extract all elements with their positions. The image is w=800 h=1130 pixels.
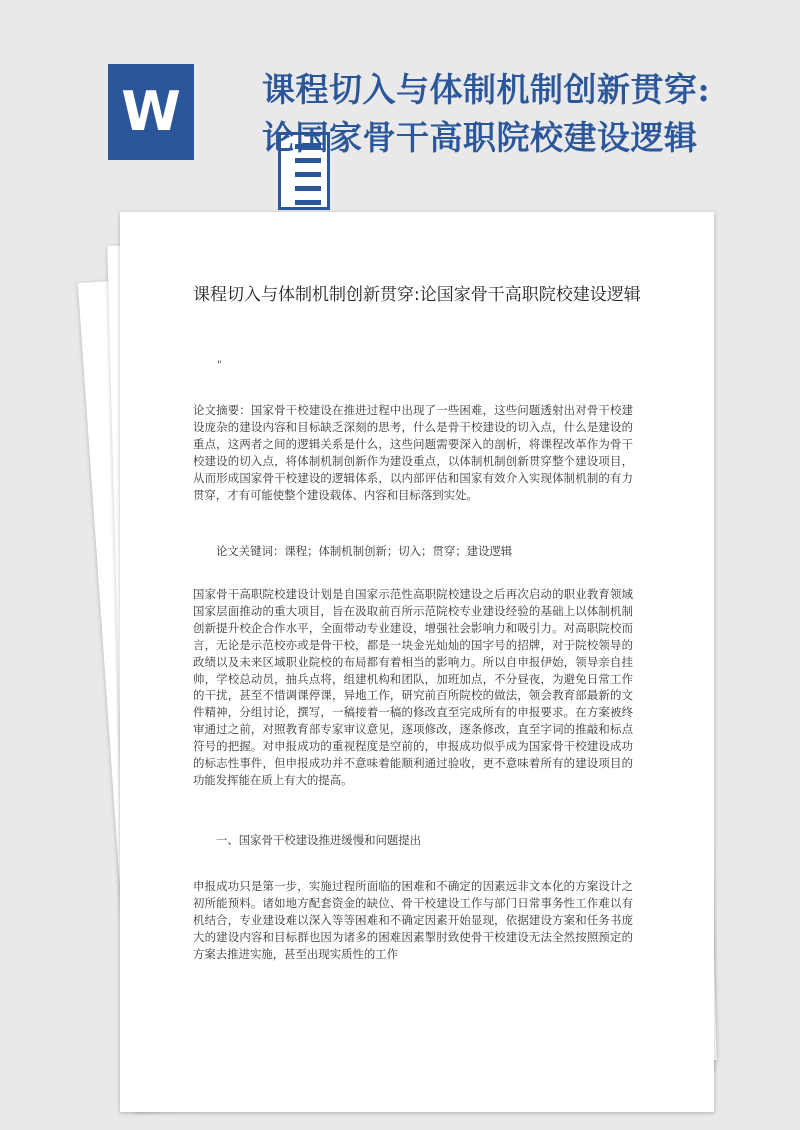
- abstract-paragraph: 论文摘要：国家骨干校建设在推进过程中出现了一些困难，这些问题透射出对骨干校建设庞杂的建设内容和目标缺乏深刻的思考，什么是骨干校建设的切入点，什么是建设的重点，这两者之间的逻辑关系是什么，这些问题需要深入的剖析，将课程改革作为骨干校建设的切入点，将体制机制创新作为建设重点，以体制机制创新贯穿整个建设项目，从而形成国家骨干校建设的逻辑体系，以内部评估和国家有效介入实现体制机制的有力贯穿，才有可能使整个建设载体、内容和目标落到实处。: [193, 403, 633, 502]
- body-paragraph-2: 申报成功只是第一步，实施过程所面临的困难和不确定的因素远非文本化的方案设计之初所能预料。诸如地方配套资金的缺位、骨干校建设工作与部门日常事务性工作难以有机结合，专业建设难以深入等等困难和不确定因素开始显现，依据建设方案和任务书庞大的建设内容和目标群也因为诸多的困难因素掣肘致使骨干校建设无法全然按照预定的方案去推进实施，甚至出现实质性的工作: [193, 879, 633, 961]
- document-title: 课程切入与体制机制创新贯穿:论国家骨干高职院校建设逻辑: [193, 285, 641, 305]
- banner-title: 课程切入与体制机制创新贯穿:论国家骨干高职院校建设逻辑: [262, 70, 711, 157]
- word-letter-badge: W: [108, 64, 194, 160]
- keywords-line: 论文关键词：课程；体制机制创新；切入；贯穿；建设逻辑: [216, 544, 513, 558]
- section-heading: 一、国家骨干校建设推进缓慢和问题提出: [216, 833, 422, 847]
- body-paragraph-1: 国家骨干高职院校建设计划是自国家示范性高职院校建设之后再次启动的职业教育领域国家层面推动的重大项目，旨在汲取前百所示范院校专业建设经验的基础上以体制机制创新提升校企合作水平，全面带动专业建设，增强社会影响力和吸引力。对高职院校而言，无论是示范校亦或是骨干校，都是一块金光灿灿的国字号的招牌，对于院校领导的政绩以及未来区域职业院校的布局都有着相当的影响力。所以自申报伊始，领导亲自挂帅，学校总动员，抽兵点将，组建机构和团队，加班加点，不分昼夜，为避免日常工作的干扰，甚至不惜调课停课，异地工作，研究前百所院校的做法，领会教育部最新的文件精神，分组讨论，撰写，一稿接着一稿的修改直至完成所有的申报要求。在方案被终审通过之前，对照教育部专家审议意见，逐项修改，逐条修改，直至字词的推敲和标点符号的把握。对申报成功的重视程度是空前的，申报成功似乎成为国家骨干校建设成功的标志性事件，但申报成功并不意味着能顺利通过验收，更不意味着所有的建设项目的功能发挥能在质上有大的提高。: [193, 587, 633, 787]
- stray-mark: ": [217, 360, 222, 371]
